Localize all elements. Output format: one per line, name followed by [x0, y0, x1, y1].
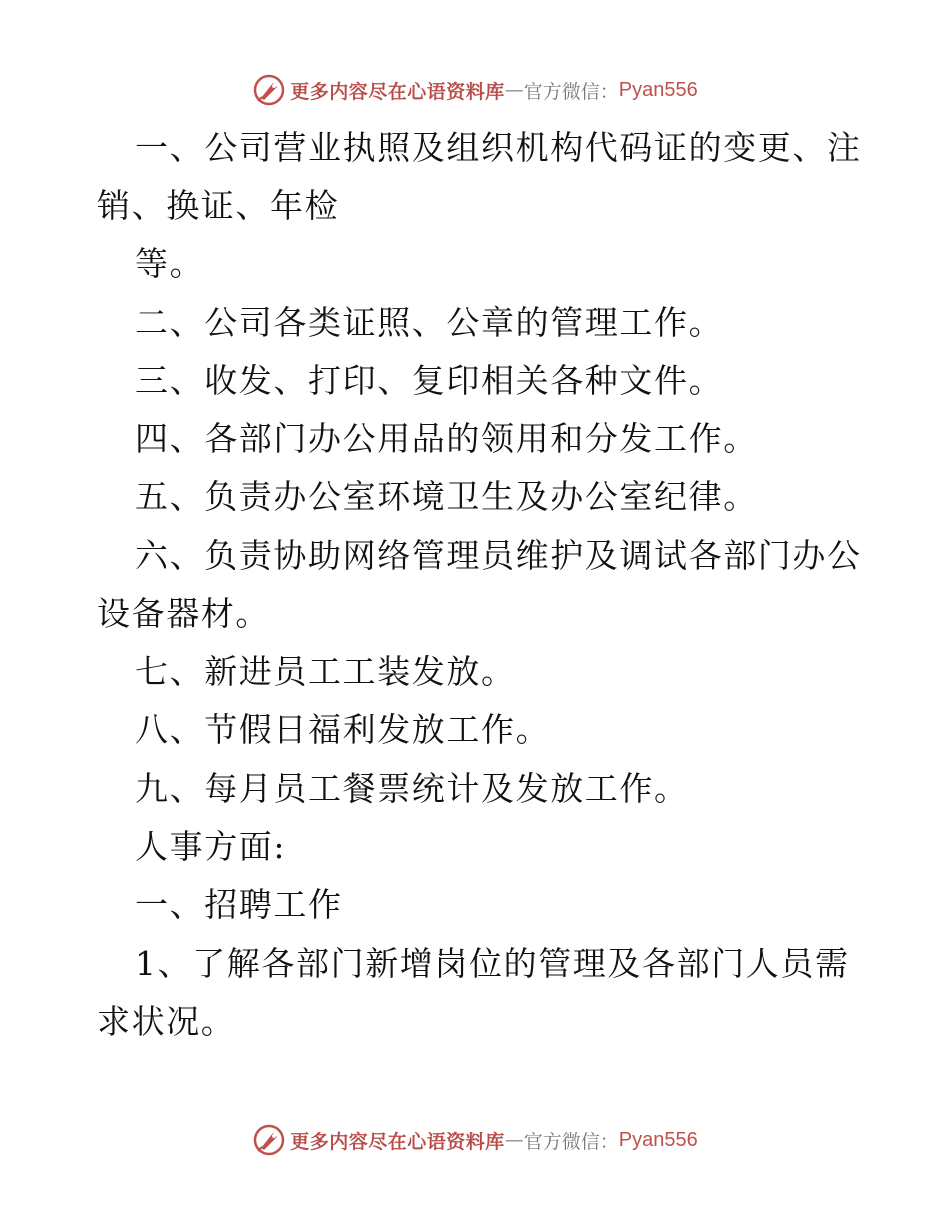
pen-nib-logo-icon: [252, 73, 286, 107]
doc-line-15: 1、了解各部门新增岗位的管理及各部门人员需: [135, 944, 850, 983]
doc-line-5: 三、收发、打印、复印相关各种文件。: [135, 361, 724, 400]
pen-nib-logo-icon: [252, 1123, 286, 1157]
footer-banner: [0, 1120, 950, 1160]
header-wechat-label: 官方微信：: [523, 80, 619, 103]
doc-line-11: 八、节假日福利发放工作。: [135, 710, 551, 749]
doc-line-16: 求状况。: [97, 1002, 236, 1041]
footer-slogan: 更多内容尽在心语资料库: [290, 1130, 505, 1153]
header-wechat-id: Pyan556: [618, 78, 698, 101]
footer-dash: —: [504, 1129, 524, 1151]
footer-wechat-id: Pyan556: [618, 1128, 698, 1151]
doc-line-7: 五、负责办公室环境卫生及办公室纪律。: [135, 477, 758, 516]
doc-line-14: 一、招聘工作: [135, 885, 343, 924]
doc-line-1: 一、公司营业执照及组织机构代码证的变更、注: [135, 128, 862, 167]
doc-line-2: 销、换证、年检: [97, 186, 340, 225]
header-slogan: 更多内容尽在心语资料库: [290, 80, 505, 103]
doc-line-3: 等。: [135, 244, 205, 283]
doc-line-9: 设备器材。: [97, 594, 270, 633]
doc-line-6: 四、各部门办公用品的领用和分发工作。: [135, 419, 758, 458]
doc-line-13: 人事方面:: [135, 827, 287, 866]
doc-line-8: 六、负责协助网络管理员维护及调试各部门办公: [135, 536, 862, 575]
header-dash: —: [504, 79, 524, 101]
footer-wechat-label: 官方微信：: [523, 1130, 619, 1153]
doc-line-4: 二、公司各类证照、公章的管理工作。: [135, 303, 724, 342]
header-banner: [0, 70, 950, 110]
doc-line-12: 九、每月员工餐票统计及发放工作。: [135, 769, 689, 808]
doc-line-10: 七、新进员工工装发放。: [135, 652, 516, 691]
